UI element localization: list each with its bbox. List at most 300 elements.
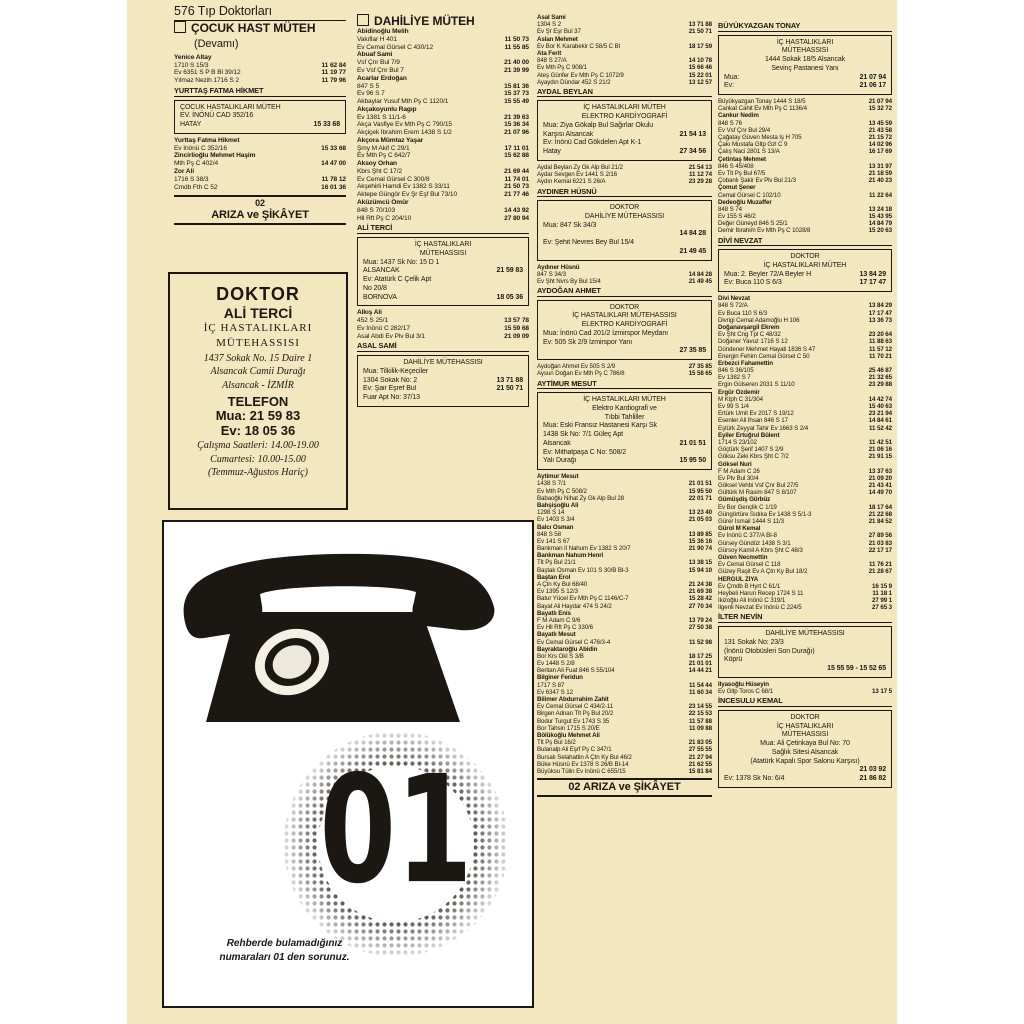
listing-name: Abidinoğlu Melih <box>357 28 409 36</box>
listing-text: Akçiçek İbrahim Erem 1438 S 1/2 <box>357 129 452 137</box>
box-line: Fuar Apt No: 37/13 <box>363 394 420 402</box>
listing-row <box>724 775 886 784</box>
listing-name: Cankur Nedim <box>718 112 759 120</box>
phone-number: 23 21 94 <box>868 410 892 418</box>
phone-number: 21 24 38 <box>688 581 712 588</box>
phone-number: 21 03 92 <box>859 766 886 774</box>
phone-number: 15 66 46 <box>688 64 712 72</box>
phone-number: 16 17 69 <box>868 148 892 156</box>
phone-number: 11 22 64 <box>869 191 892 199</box>
listing-row <box>174 69 346 77</box>
listing-text: Ertürk Ümit Ev 2017 S 19/12 <box>718 410 794 418</box>
listing-text: Çağatay Güven Mesta İş H 705 <box>718 134 802 142</box>
phone-number: 21 15 72 <box>868 134 892 142</box>
listing-text: 1716 S 38/3 <box>174 175 209 183</box>
box-heading: İÇ HASTALIKLARI <box>776 38 834 46</box>
listing-text: Bor Tahsin 1715 S 20/E <box>537 724 600 732</box>
listing-row <box>543 148 706 157</box>
phone-number: 11 57 88 <box>689 717 712 725</box>
phone-number: 15 32 72 <box>868 105 892 113</box>
listing-row <box>718 425 892 432</box>
listing-row <box>357 183 529 191</box>
phone-number: 13 23 40 <box>688 509 712 517</box>
listing-row <box>718 338 892 345</box>
listing-row <box>537 72 712 79</box>
listing-text: Cemal Gürsel C 102/10 <box>718 191 781 199</box>
listing-text: Ev: Şehit Nevres Bey Bul 15/4 <box>543 239 634 247</box>
listing-row <box>537 57 712 64</box>
listing-text: 848 S 72/A <box>718 302 748 310</box>
listing-name: Yenice Altay <box>174 53 212 61</box>
listing-text: Ev Cemal Gürsel C 118 <box>718 561 781 569</box>
listing-row <box>174 160 346 168</box>
listing-row <box>718 540 892 547</box>
listing-text: Ev 141 S 67 <box>537 537 570 545</box>
phone-number: 14 42 74 <box>868 395 892 403</box>
phone-number: 25 46 87 <box>868 367 892 375</box>
ad-name: ALİ TERCİ <box>223 305 293 321</box>
listing-name: Akçakoyunlu Ragıp <box>357 105 417 113</box>
phone-number: 21 90 74 <box>688 545 712 553</box>
listing-name: Çetintaş Mehmet <box>718 155 767 163</box>
listing-text: HATAY <box>180 121 202 129</box>
phone-number: 15 58 65 <box>688 370 712 378</box>
listing-text: Ev İnönü C 352/16 <box>174 144 227 152</box>
listing-row <box>537 667 712 674</box>
listing-row <box>363 294 523 303</box>
listing-section-header: AYDOĞAN AHMET <box>537 287 712 297</box>
box-line: EV. İNÖNÜ CAD 352/16 <box>180 112 254 120</box>
box-heading: Mua: Ali Çetinkaya Bul No: 70 <box>760 740 850 747</box>
phone-number: 11 60 34 <box>689 688 712 696</box>
ad-title: DOKTOR <box>216 284 300 304</box>
phone-number: 21 07 96 <box>504 129 529 137</box>
listing-text: Ev Cemal Gürsel C 430/12 <box>357 43 434 51</box>
listing-text: Mth Pş C 402/4 <box>174 160 219 168</box>
column-3 <box>537 14 712 797</box>
listing-row <box>363 385 523 394</box>
column-4 <box>718 20 892 791</box>
listing-text: 848 S 74 <box>718 205 742 213</box>
listing-text: Ev 1403 S 3/4 <box>537 516 575 524</box>
listing-text: Göksu Zeki Kbrs Şht C 7/2 <box>718 453 789 461</box>
phone-number: 21 01 51 <box>679 439 706 447</box>
listing-row <box>537 754 712 761</box>
box-line: Mua: 1437 Sk No: 15 D 1 <box>363 258 440 266</box>
listing-row <box>537 624 712 631</box>
phone-number: 15 40 63 <box>868 403 892 411</box>
listing-row <box>537 164 712 171</box>
listing-text: Aysun Doğan Ev Mth Pş C 786/8 <box>537 370 625 378</box>
listing-row <box>718 468 892 475</box>
listing-text: Birgen Adnan Tlt Pş Bul 20/2 <box>537 710 614 718</box>
listing-row <box>718 597 892 604</box>
listing-row <box>537 28 712 35</box>
phone-number: 23 29 28 <box>688 178 712 186</box>
phone-number: 21 06 17 <box>859 82 886 90</box>
listing-text: Ateş Günfer Ev Mth Pş C 1072/9 <box>537 71 624 79</box>
boxed-listing <box>174 100 346 134</box>
listing-row <box>174 77 346 85</box>
phone-number: 11 12 74 <box>689 171 712 179</box>
listing-text: 848 S 70/103 <box>357 206 396 214</box>
listing-text: Ev Cemal Gürsel C 300/8 <box>357 175 430 183</box>
boxed-listing <box>537 100 712 161</box>
listing-row <box>718 346 892 353</box>
listing-text: Ev 99 S 1/4 <box>718 403 749 411</box>
listing-text: Dündener Mehmet Hayati 1836 S 47 <box>718 345 816 353</box>
listing-text: Ev Plv Bul 30/4 <box>718 474 759 482</box>
listing-row <box>537 79 712 86</box>
listing-text: Ev İnönü C 282/17 <box>357 324 410 332</box>
slogan-line-2: numaraları 01 den sorunuz. <box>219 951 350 963</box>
listing-row <box>718 403 892 410</box>
listing-row <box>537 363 712 370</box>
listing-text: Çakı Mustafa Gltp Gzl C 9 <box>718 141 788 149</box>
listing-text: Çalış Naci 2801 S 13/A <box>718 148 780 156</box>
listing-section-header: AYTİMUR MESUT <box>537 380 712 390</box>
phone-number: 21 07 94 <box>868 98 892 106</box>
listing-text: Büke Hüsnü Ev 1378 S 26/B Bl-14 <box>537 760 629 768</box>
listing-text: Baştak Osman Ev 101 S 30/B Bl-3 <box>537 566 629 574</box>
listing-row <box>718 475 892 482</box>
listing-row <box>357 207 529 215</box>
phone-number: 21 01 01 <box>688 660 712 668</box>
listing-row <box>537 495 712 502</box>
listing-text: 452 S 25/1 <box>357 317 388 325</box>
listing-row <box>718 446 892 453</box>
listing-text: Ev 6351 S P B Bl 39/12 <box>174 69 241 77</box>
phone-number: 13 45 59 <box>868 119 892 127</box>
phone-number: 11 55 85 <box>504 43 529 51</box>
phone-number: 27 34 56 <box>679 148 706 156</box>
phone-number: 21 32 65 <box>868 374 892 382</box>
phone-number: 21 09 09 <box>504 332 529 340</box>
phone-number: 27 35 85 <box>688 363 712 371</box>
listing-row <box>537 567 712 574</box>
listing-row <box>537 725 712 732</box>
phone-number: 21 43 58 <box>868 126 892 134</box>
listing-text: Bodur Turgut Ev 1743 S 35 <box>537 717 610 725</box>
listing-text: F M Adam C 26 <box>718 467 760 475</box>
listing-row <box>724 82 886 91</box>
listing-text: 846 S 36/105 <box>718 367 754 375</box>
box-line: Ev: 505 Sk 2/9 İzmirspor Yanı <box>543 338 633 346</box>
listing-row <box>363 267 523 276</box>
listing-text <box>543 248 678 257</box>
listing-row <box>718 134 892 141</box>
listing-text: Babaoğlu Nihat Zy Gk Alp Bul 28 <box>537 494 625 502</box>
listing-section-header: AYDINER HÜSNÜ <box>537 188 712 198</box>
phone-number: 11 52 98 <box>689 638 712 646</box>
phone-number: 18 17 59 <box>688 42 712 50</box>
phone-number: 11 54 44 <box>689 681 712 689</box>
listing-name: Bölükoğlu Mehmet Ali <box>537 731 600 739</box>
listing-row <box>543 457 706 466</box>
listing-name: Eyiler Ertuğrul Bülent <box>718 431 780 439</box>
continued-label: (Devamı) <box>194 37 239 50</box>
listing-row <box>537 682 712 689</box>
box-heading: ELEKTRO KARDİYOGRAFİ <box>581 321 668 329</box>
listing-row <box>718 547 892 554</box>
phone-number: 13 31 97 <box>868 162 892 170</box>
listing-name: Ata Ferit <box>537 49 562 57</box>
listing-text: Gültürk M Rasim 847 S 8/107 <box>718 489 797 497</box>
listing-text: Gürsoy Kamil A Kbrs Şht C 48/3 <box>718 546 803 554</box>
listing-row <box>537 488 712 495</box>
listing-text: 1298 S 14 <box>537 509 565 517</box>
listing-row <box>718 417 892 424</box>
listing-row <box>543 347 706 356</box>
listing-row <box>537 178 712 185</box>
phone-number: 15 33 68 <box>313 121 340 129</box>
listing-text: Divrigi Cemal Adamoğlu H 106 <box>718 316 800 324</box>
listing-text: Heybeli Harun Recep 1724 S 11 <box>718 589 804 597</box>
phone-number: 11 42 51 <box>869 438 892 446</box>
listing-text: Ev Hll Rft Pş C 330/6 <box>537 624 594 632</box>
listing-text <box>724 766 858 775</box>
listing-row <box>543 248 706 257</box>
phone-number: 21 69 44 <box>504 167 529 175</box>
listing-row <box>718 489 892 496</box>
box-heading: MÜTEHASSISI <box>781 47 829 55</box>
listing-row <box>537 538 712 545</box>
phone-number: 21 39 99 <box>504 66 529 74</box>
listing-text: 847 S 34/3 <box>537 270 566 278</box>
listing-text: Ev Tlt Pş Bul 67/5 <box>718 169 766 177</box>
phone-number: 18 17 64 <box>868 503 892 511</box>
listing-row <box>718 583 892 590</box>
listing-name: Divi Nevzat <box>718 295 750 303</box>
listing-text: Ev 155 S 46/2 <box>718 213 756 221</box>
listing-text: Güzey Raşit Ev A Çtn Ky Bul 18/2 <box>718 568 808 576</box>
box-line: Mua: Tilkilik-Keçeciler <box>363 367 428 375</box>
telephone-icon <box>164 522 532 1006</box>
number-01-graphic: 01 <box>319 743 473 917</box>
column-2 <box>357 4 529 410</box>
boxed-listing <box>537 200 712 261</box>
listing-text: 1438 S 7/1 <box>537 480 566 488</box>
listing-text: Çobanlı Şakir Ev Plv Bul 21/3 <box>718 177 796 185</box>
listing-row <box>718 439 892 446</box>
listing-row <box>537 531 712 538</box>
phone-number: 13 84 29 <box>859 270 886 278</box>
phone-number: 17 17 47 <box>859 279 886 287</box>
listing-text: Gürer İsmail 1444 S 11/3 <box>718 518 784 526</box>
listing-text: Bulanalp Ali Eşrf Pş C 347/1 <box>537 746 612 754</box>
listing-text: Esenler Ali İhsan 846 S 17 <box>718 417 788 425</box>
listing-text: Bursalı Selahattin A Çtn Ky Bul 46/2 <box>537 753 632 761</box>
listing-name: Gürol M Kemal <box>718 525 761 533</box>
listing-text: Ev Şht Cng Tpl C 48/32 <box>718 331 781 339</box>
phone-number: 22 17 17 <box>868 546 892 554</box>
listing-name: Erbezci Fahamettin <box>718 359 773 367</box>
footer-text: ARIZA ve ŞİKÂYET <box>211 208 309 221</box>
section-header-label: ÇOCUK HAST MÜTEH <box>191 20 316 35</box>
doctor-advertisement <box>168 272 348 510</box>
listing-row <box>174 176 346 184</box>
listing-row <box>537 703 712 710</box>
listing-row <box>537 639 712 646</box>
listing-row <box>357 98 529 106</box>
listing-row <box>718 120 892 127</box>
listing-text: Ev Mth Pş C 508/2 <box>537 487 587 495</box>
listing-row <box>718 227 892 234</box>
phone-number: 21 69 38 <box>688 588 712 596</box>
phone-number: 21 59 83 <box>496 267 523 275</box>
box-heading: DOKTOR <box>609 303 640 311</box>
phone-number: 15 55 59 - 15 52 65 <box>827 665 886 673</box>
listing-row <box>537 21 712 28</box>
phone-number: 21 07 94 <box>859 73 886 81</box>
phone-number: 13 12 57 <box>688 78 712 86</box>
listing-row <box>718 310 892 317</box>
listing-text: Karşısı Alsancak <box>543 130 594 138</box>
listing-text: Ev 1381 S 11/1-6 <box>357 113 406 121</box>
listing-name: Dedeoğlu Muzaffer <box>718 198 772 206</box>
listing-row <box>174 184 346 192</box>
listing-row <box>357 176 529 184</box>
phone-number: 13 71 88 <box>688 21 712 29</box>
box-line: Mua: Ziya Gökalp Bul Sağırlar Okulu <box>543 121 654 129</box>
phone-number: 11 52 42 <box>869 424 892 432</box>
phone-number <box>704 449 706 458</box>
listing-row <box>357 59 529 67</box>
phone-number: 18 17 25 <box>688 652 712 660</box>
listing-name: Bayatlı Enis <box>537 609 571 617</box>
phone-number: 13 37 63 <box>868 467 892 475</box>
listing-row <box>718 518 892 525</box>
listing-name: Aydıner Hüsnü <box>537 263 580 271</box>
listing-text: Akşehirli Hamdi Ev 1382 S 33/11 <box>357 183 450 191</box>
phone-number: 27 89 56 <box>868 532 892 540</box>
phone-number: 21 28 67 <box>868 568 892 576</box>
listing-col-4 <box>718 22 892 788</box>
box-heading: İÇ HASTALIKLARI MÜTEH <box>763 261 847 269</box>
phone-number: 13 84 29 <box>868 302 892 310</box>
box-line: ÇOCUK HASTALIKLARI MÜTEH <box>180 103 281 111</box>
listing-text: İlgenli Nevzat Ev İnönü C 224/5 <box>718 604 802 612</box>
listing-row <box>543 440 706 449</box>
listing-text: Ev Mth Pş C 642/7 <box>357 152 411 160</box>
listing-text: Büyükyazgan Tonay 1444 S 18/5 <box>718 98 806 106</box>
listing-row <box>718 105 892 112</box>
boxed-listing <box>357 237 529 306</box>
listing-text: Ev 96 S 7 <box>357 90 385 98</box>
phone-number: 21 77 46 <box>504 191 529 199</box>
listing-row <box>718 374 892 381</box>
listing-text: 848 S 58 <box>537 530 561 538</box>
phone-number: 15 59 68 <box>504 324 529 332</box>
listing-name: Asal Sami <box>537 14 566 21</box>
phone-number: 11 18 1 <box>872 589 892 597</box>
listing-text: Ergin Gülseren 2031 S 11/10 <box>718 381 795 389</box>
box-heading: Elektro Kardiografi ve <box>592 404 657 412</box>
listing-text: Mua: <box>724 73 740 81</box>
listing-row <box>718 568 892 575</box>
listing-name: Bilginer Feridun <box>537 674 583 682</box>
listing-row <box>724 665 886 674</box>
phone-number: 13 24 18 <box>868 205 892 213</box>
listing-text: Hatay <box>543 148 561 156</box>
listing-name: Ergür Özdemir <box>718 388 760 396</box>
ad-specialty-1: İÇ HASTALIKLARI <box>203 322 313 334</box>
listing-row <box>537 660 712 667</box>
phone-number: 14 10 78 <box>688 57 712 65</box>
listing-text: Göçtürk Şerif 1407 S 2/9 <box>718 446 784 454</box>
listing-name: Doğanavşargil Ekrem <box>718 323 780 331</box>
listing-row <box>537 761 712 768</box>
listing-name: Aytimur Mesut <box>537 473 579 481</box>
listing-row <box>357 317 529 325</box>
boxed-listing <box>718 249 892 292</box>
listing-row <box>718 590 892 597</box>
listing-row <box>537 271 712 278</box>
phone-number: 21 50 71 <box>496 385 523 393</box>
listing-row <box>357 129 529 137</box>
listing-name: Akçora Mümtaz Yaşar <box>357 136 424 144</box>
phone-number: 21 54 13 <box>688 163 712 171</box>
listing-row <box>543 449 706 458</box>
phone-number: 11 09 88 <box>689 724 712 732</box>
listing-row <box>537 603 712 610</box>
listing-text: Ev Cemal Gürsel C 434/2-11 <box>537 703 614 711</box>
listing-row <box>724 766 886 775</box>
listing-row <box>718 482 892 489</box>
listing-row <box>357 191 529 199</box>
listing-row <box>718 367 892 374</box>
phone-number: 21 40 00 <box>504 59 529 67</box>
listing-text: Bor Krs Okl S 3/B <box>537 652 584 660</box>
phone-number: 15 55 49 <box>504 98 529 106</box>
box-line: No 20/8 <box>363 284 387 292</box>
listing-row <box>718 220 892 227</box>
phone-number: 21 05 03 <box>688 516 712 524</box>
listing-text: Doğaner Yavuz 1716 S 12 <box>718 338 788 346</box>
listing-text: Vakıflar H 401 <box>357 35 397 43</box>
box-heading: DOKTOR <box>609 204 640 212</box>
listing-row <box>537 480 712 487</box>
phone-number: 21 09 20 <box>868 474 892 482</box>
listing-row <box>718 192 892 199</box>
listing-text: Bankman İl Nahum Ev 1382 S 20/7 <box>537 545 631 553</box>
ad-telefon-label: TELEFON <box>227 394 289 410</box>
listing-text: Aydal Beylan Zy Gk Alp Bul 21/2 <box>537 163 623 171</box>
listing-name: Aküzümcü Ömür <box>357 199 409 206</box>
listing-name: İlyasoğlu Hüseyin <box>718 680 769 688</box>
listing-text: Tlt Pş Bul 21/1 <box>537 559 576 567</box>
listing-name: Baştan Erol <box>537 573 571 581</box>
box-line: Mua: 847 Sk 34/3 <box>543 221 597 229</box>
listing-row <box>537 545 712 552</box>
listing-name: Alkış Ali <box>357 309 382 317</box>
listing-text: Kbrs Şht C 17/2 <box>357 167 403 175</box>
listing-row <box>718 688 892 695</box>
footer-bar: 02 ARIZA ve ŞİKÂYET <box>537 778 712 797</box>
listing-text: M Ktph C 31/304 <box>718 395 763 403</box>
listing-name: Bilimer Abdurrahim Zahit <box>537 696 609 703</box>
phone-number: 23 20 64 <box>868 331 892 339</box>
listing-row <box>718 148 892 155</box>
phone-number: 15 37 73 <box>504 90 529 98</box>
listing-row <box>537 653 712 660</box>
listing-row <box>357 36 529 44</box>
listing-text: F M Adam C 9/6 <box>537 616 581 624</box>
listing-row <box>537 278 712 285</box>
listing-text: Ev 6347 S 12 <box>537 688 573 696</box>
listing-text: Ev: Şair Eşref Bul <box>363 385 417 393</box>
listing-name: Zor Ali <box>174 167 194 175</box>
